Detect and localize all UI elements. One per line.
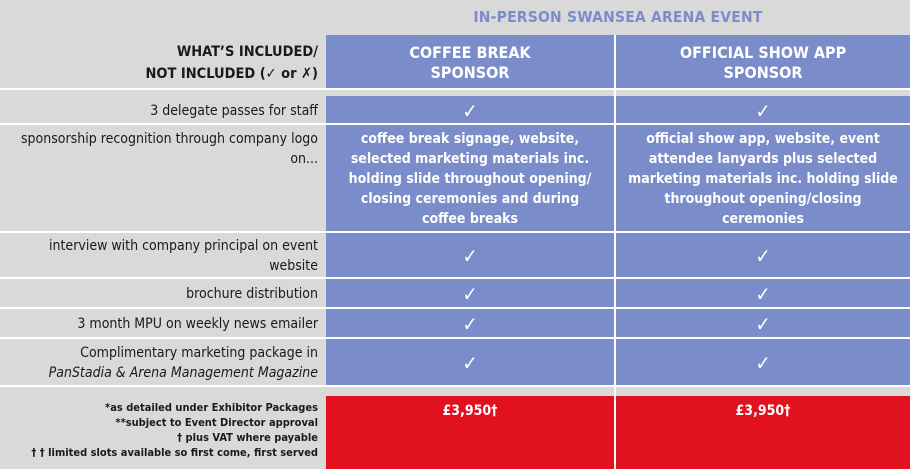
header-label — [0, 35, 326, 90]
header-label-line2: NOT INCLUDED (✓ or ✗) — [145, 65, 318, 82]
table-row — [0, 233, 910, 279]
footnotes — [0, 396, 326, 469]
row-label: 3 month MPU on weekly news emailer — [77, 316, 318, 332]
magazine-name: PanStadia & Arena Management Magazine — [48, 365, 318, 381]
row-label: interview with company principal on event website — [49, 238, 318, 274]
show-app-logo-placement: official show app, website, event attendee lanyards plus selected marketing materials inc. holding slide throughout opening/closing ceremonies — [616, 125, 910, 233]
header-row — [0, 35, 910, 90]
footnote: *as detailed under Exhibitor Packages — [105, 401, 318, 414]
table-row — [0, 96, 910, 125]
header-label-line1: WHAT’S INCLUDED/ — [176, 43, 318, 60]
check-icon: ✓ — [326, 339, 614, 387]
row-label — [0, 339, 326, 387]
coffee-break-price: £3,950† — [326, 396, 614, 469]
event-title: IN-PERSON SWANSEA ARENA EVENT — [473, 8, 763, 26]
check-icon: ✓ — [616, 279, 910, 309]
table-row — [0, 279, 910, 309]
check-icon: ✓ — [616, 339, 910, 387]
col1-header-line1: COFFEE BREAK — [409, 42, 531, 62]
check-icon: ✓ — [326, 96, 614, 125]
footnote: **subject to Event Director approval — [115, 416, 318, 429]
price-row — [0, 396, 910, 469]
check-icon: ✓ — [616, 96, 910, 125]
row-label: 3 delegate passes for staff — [150, 102, 318, 119]
footnote: † plus VAT where payable — [177, 431, 318, 444]
col-header-coffee-break — [326, 35, 614, 90]
check-icon: ✓ — [326, 279, 614, 309]
check-icon: ✓ — [616, 309, 910, 339]
col2-header-line1: OFFICIAL SHOW APP — [679, 42, 847, 62]
row-label: sponsorship recognition through company logo on... — [20, 131, 318, 167]
check-icon: ✓ — [326, 309, 614, 339]
footnote: † † limited slots available so first come, first served — [31, 446, 318, 459]
column-divider — [614, 35, 616, 469]
row-label-line1: Complimentary marketing package in — [80, 345, 318, 361]
row-label: brochure distribution — [186, 286, 318, 302]
table-row — [0, 125, 910, 233]
check-icon: ✓ — [616, 233, 910, 279]
check-icon: ✓ — [326, 233, 614, 279]
col2-header-line2: SPONSOR — [723, 62, 803, 82]
coffee-break-logo-placement: coffee break signage, website, selected marketing materials inc. holding slide throughout opening/ closing ceremonies and during coffee breaks — [326, 125, 614, 233]
col1-header-line2: SPONSOR — [430, 62, 510, 82]
table-row — [0, 339, 910, 387]
show-app-price: £3,950† — [616, 396, 910, 469]
col-header-official-show-app — [616, 35, 910, 90]
table-row — [0, 309, 910, 339]
